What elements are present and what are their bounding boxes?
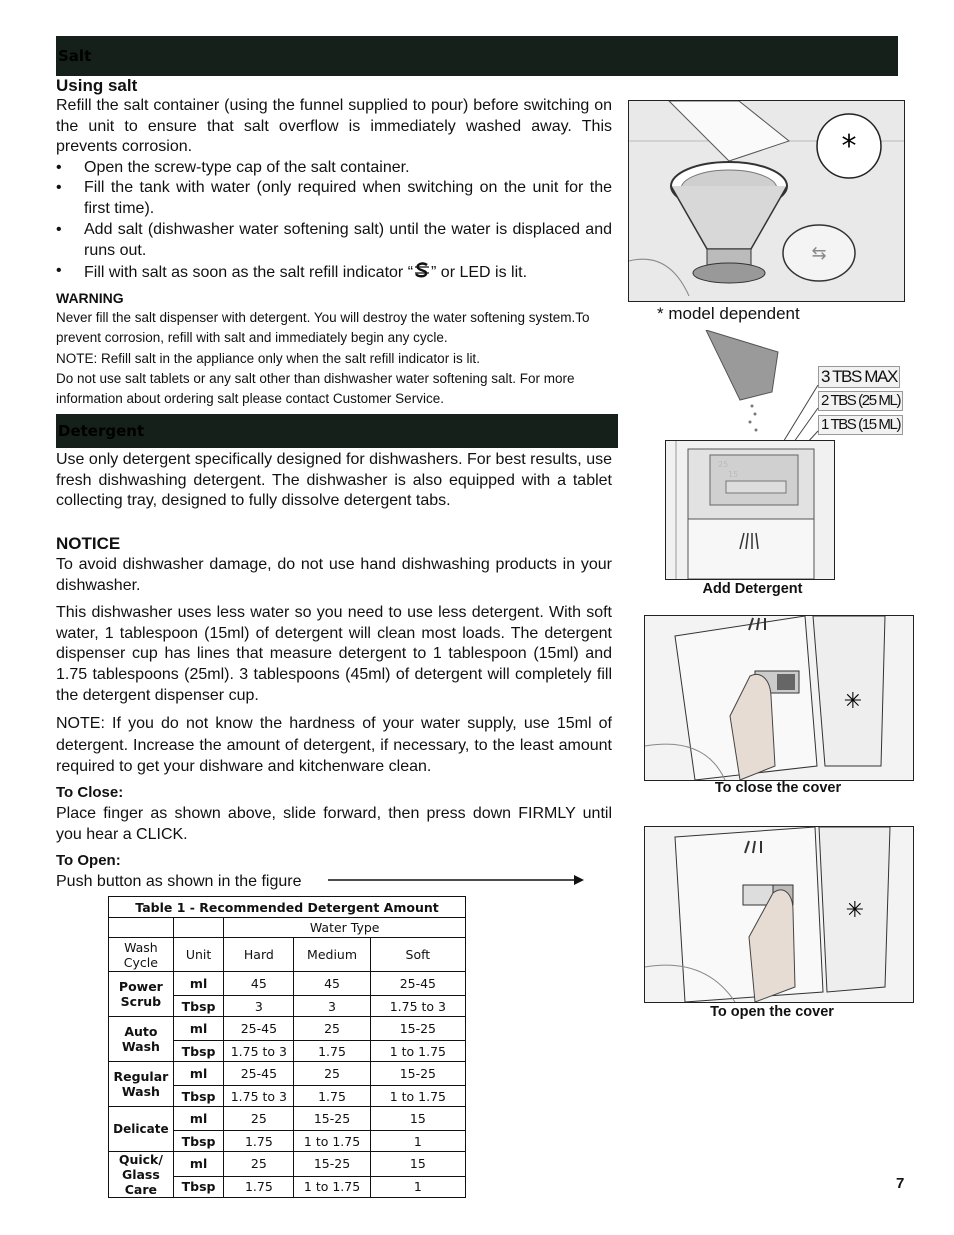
cell-unit: ml [173, 972, 224, 996]
header-unit: Unit [173, 938, 224, 972]
open-cover-caption: To open the cover [710, 1004, 834, 1020]
cell-value: 1 to 1.75 [294, 1176, 370, 1197]
header-medium: Medium [294, 938, 370, 972]
cell-value: 3 [224, 996, 294, 1017]
cell-value: 25-45 [224, 1062, 294, 1086]
warning-text: Never fill the salt dispenser with detergent. You will destroy the water softening system.To prevent corrosion, refill with salt and immediately begin any cycle. [56, 310, 590, 345]
cell-wash-cycle: Delicate [109, 1107, 174, 1152]
cell-value: 25 [224, 1107, 294, 1131]
cell-value: 15-25 [294, 1152, 370, 1177]
table-title: Table 1 - Recommended Detergent Amount [109, 897, 466, 918]
tbs-max-label: 3 TBS MAX [818, 366, 900, 388]
cell-value: 1 to 1.75 [294, 1131, 370, 1152]
salt-bullet-1: • Open the screw-type cap of the salt container. [56, 158, 612, 179]
model-dependent-note: * model dependent [657, 304, 800, 323]
table-row [109, 972, 466, 996]
cell-unit: ml [173, 1017, 224, 1041]
cell-value: 1.75 [224, 1131, 294, 1152]
salt-bullet-4: • Fill with salt as soon as the salt refill indicator “ ” or LED is lit. [56, 262, 528, 281]
bullet-text-before: Fill with salt as soon as the salt refill indicator “ [84, 264, 414, 281]
table-row [109, 1152, 466, 1177]
notice-title: NOTICE [56, 534, 121, 553]
cell-value: 15-25 [370, 1017, 465, 1041]
cell-value: 1.75 [294, 1086, 370, 1107]
cell-unit: ml [173, 1152, 224, 1177]
detergent-amount-paragraph: This dishwasher uses less water so you need to use less detergent. With soft water, 1 tablespoon (15ml) of detergent will clean most loads. The detergent dispenser cup has lines that measure detergent to 1 tablespoon (15ml) and 1.75 tablespoons (25ml). 3 tablespoons (45ml) of detergent will completely fill the detergent dispenser cup. [56, 604, 612, 704]
cell-value: 15-25 [370, 1062, 465, 1086]
arrow-right-icon [328, 873, 586, 887]
bullet-text: Fill the tank with water (only required when switching on the unit for the first time). [84, 179, 612, 217]
cell-wash-cycle: Regular Wash [109, 1062, 174, 1107]
cell-value: 25 [294, 1017, 370, 1041]
salt-bullet-2: • Fill the tank with water (only required when switching on the unit for the first time). [56, 178, 612, 220]
detergent-section-title: Detergent [58, 422, 145, 440]
add-detergent-figure [665, 440, 835, 580]
cell-value: 15 [370, 1107, 465, 1131]
detergent-intro: Use only detergent specifically designed for dishwashers. For best results, use fresh dishwashing detergent. The dishwasher is also equipped with a tablet collecting tray, designed to fully dissolve detergent tabs. [56, 451, 612, 510]
tbs-25-label: 2 TBS (25 ML) [818, 391, 903, 411]
add-detergent-caption: Add Detergent [702, 581, 803, 597]
cell-unit: Tbsp [173, 996, 224, 1017]
detergent-amount-table [108, 896, 466, 1198]
close-cover-figure [644, 615, 914, 781]
cell-value: 1 [370, 1176, 465, 1197]
cell-unit: Tbsp [173, 1176, 224, 1197]
svg-text:✳: ✳ [843, 689, 863, 714]
cell-value: 25-45 [370, 972, 465, 996]
table-header-row [109, 938, 466, 972]
cell-value: 25 [294, 1062, 370, 1086]
cell-unit: ml [173, 1062, 224, 1086]
cell-unit: Tbsp [173, 1086, 224, 1107]
cell-value: 1 to 1.75 [370, 1041, 465, 1062]
header-soft: Soft [370, 938, 465, 972]
salt-indicator-icon [413, 261, 431, 279]
to-close-text: Place finger as shown above, slide forward, then press down FIRMLY until you hear a CLICK. [56, 805, 612, 843]
to-close-title: To Close: [56, 784, 124, 801]
bullet-text-after: ” or LED is lit. [431, 264, 528, 281]
cell-unit: Tbsp [173, 1041, 224, 1062]
open-cover-figure [644, 826, 914, 1003]
table-row [109, 1062, 466, 1086]
salt-funnel-figure [628, 100, 905, 302]
cell-value: 25 [224, 1152, 294, 1177]
hardness-note: NOTE: If you do not know the hardness of your water supply, use 15ml of detergent. Increase the amount of detergent, if necessary, to the least amount required to get your dishware and kitchenware clean. [56, 715, 612, 775]
cell-unit: ml [173, 1107, 224, 1131]
table-title-row [109, 897, 466, 918]
cell-value: 1.75 to 3 [224, 1041, 294, 1062]
table-row [109, 1107, 466, 1131]
cell-value: 15 [370, 1152, 465, 1177]
cell-unit: Tbsp [173, 1131, 224, 1152]
salt-note-2: Do not use salt tablets or any salt other than dishwasher water softening salt. For more information about ordering salt please contact Customer Service. [56, 371, 575, 406]
salt-section-header [56, 36, 898, 76]
cup-mark-15: 15 [728, 470, 739, 479]
using-salt-heading: Using salt [56, 76, 138, 95]
bullet-text: Add salt (dishwasher water softening salt) until the water is displaced and runs out. [84, 221, 612, 259]
cell-value: 1 to 1.75 [370, 1086, 465, 1107]
cell-value: 3 [294, 996, 370, 1017]
cell-wash-cycle: Quick/ Glass Care [109, 1152, 174, 1198]
to-open-text: Push button as shown in the figure [56, 873, 302, 890]
svg-text:✳: ✳ [845, 898, 865, 923]
cell-value: 45 [294, 972, 370, 996]
cell-value: 1.75 to 3 [224, 1086, 294, 1107]
svg-text:⇆: ⇆ [811, 243, 827, 264]
salt-bullet-3: • Add salt (dishwasher water softening salt) until the water is displaced and runs out. [56, 220, 612, 262]
detergent-section-header [56, 414, 618, 448]
cell-value: 1.75 [224, 1176, 294, 1197]
salt-intro: Refill the salt container (using the funnel supplied to pour) before switching on the unit to ensure that salt overflow is immediately washed away. This prevents corrosion. [56, 97, 612, 156]
page-number: 7 [896, 1175, 905, 1192]
header-hard: Hard [224, 938, 294, 972]
cell-value: 1.75 to 3 [370, 996, 465, 1017]
to-open-title: To Open: [56, 852, 121, 869]
bullet-text: Open the screw-type cap of the salt container. [84, 159, 410, 176]
cell-value: 45 [224, 972, 294, 996]
water-type-header: Water Type [224, 918, 466, 938]
tbs-15-label: 1 TBS (15 ML) [818, 415, 903, 435]
salt-note-1: NOTE: Refill salt in the appliance only when the salt refill indicator is lit. [56, 351, 480, 366]
cell-value: 25-45 [224, 1017, 294, 1041]
cup-mark-25: 25 [718, 460, 729, 469]
svg-text:*: * [841, 129, 857, 164]
salt-section-title: Salt [58, 47, 92, 65]
cell-value: 1.75 [294, 1041, 370, 1062]
notice-text: To avoid dishwasher damage, do not use hand dishwashing products in your dishwasher. [56, 556, 612, 594]
table-row [109, 1017, 466, 1041]
warning-title: WARNING [56, 290, 124, 306]
cell-value: 1 [370, 1131, 465, 1152]
close-cover-caption: To close the cover [714, 780, 842, 796]
water-type-row [109, 918, 466, 938]
cell-wash-cycle: Auto Wash [109, 1017, 174, 1062]
header-wash-cycle: Wash Cycle [109, 938, 174, 972]
cell-value: 15-25 [294, 1107, 370, 1131]
cell-wash-cycle: Power Scrub [109, 972, 174, 1017]
